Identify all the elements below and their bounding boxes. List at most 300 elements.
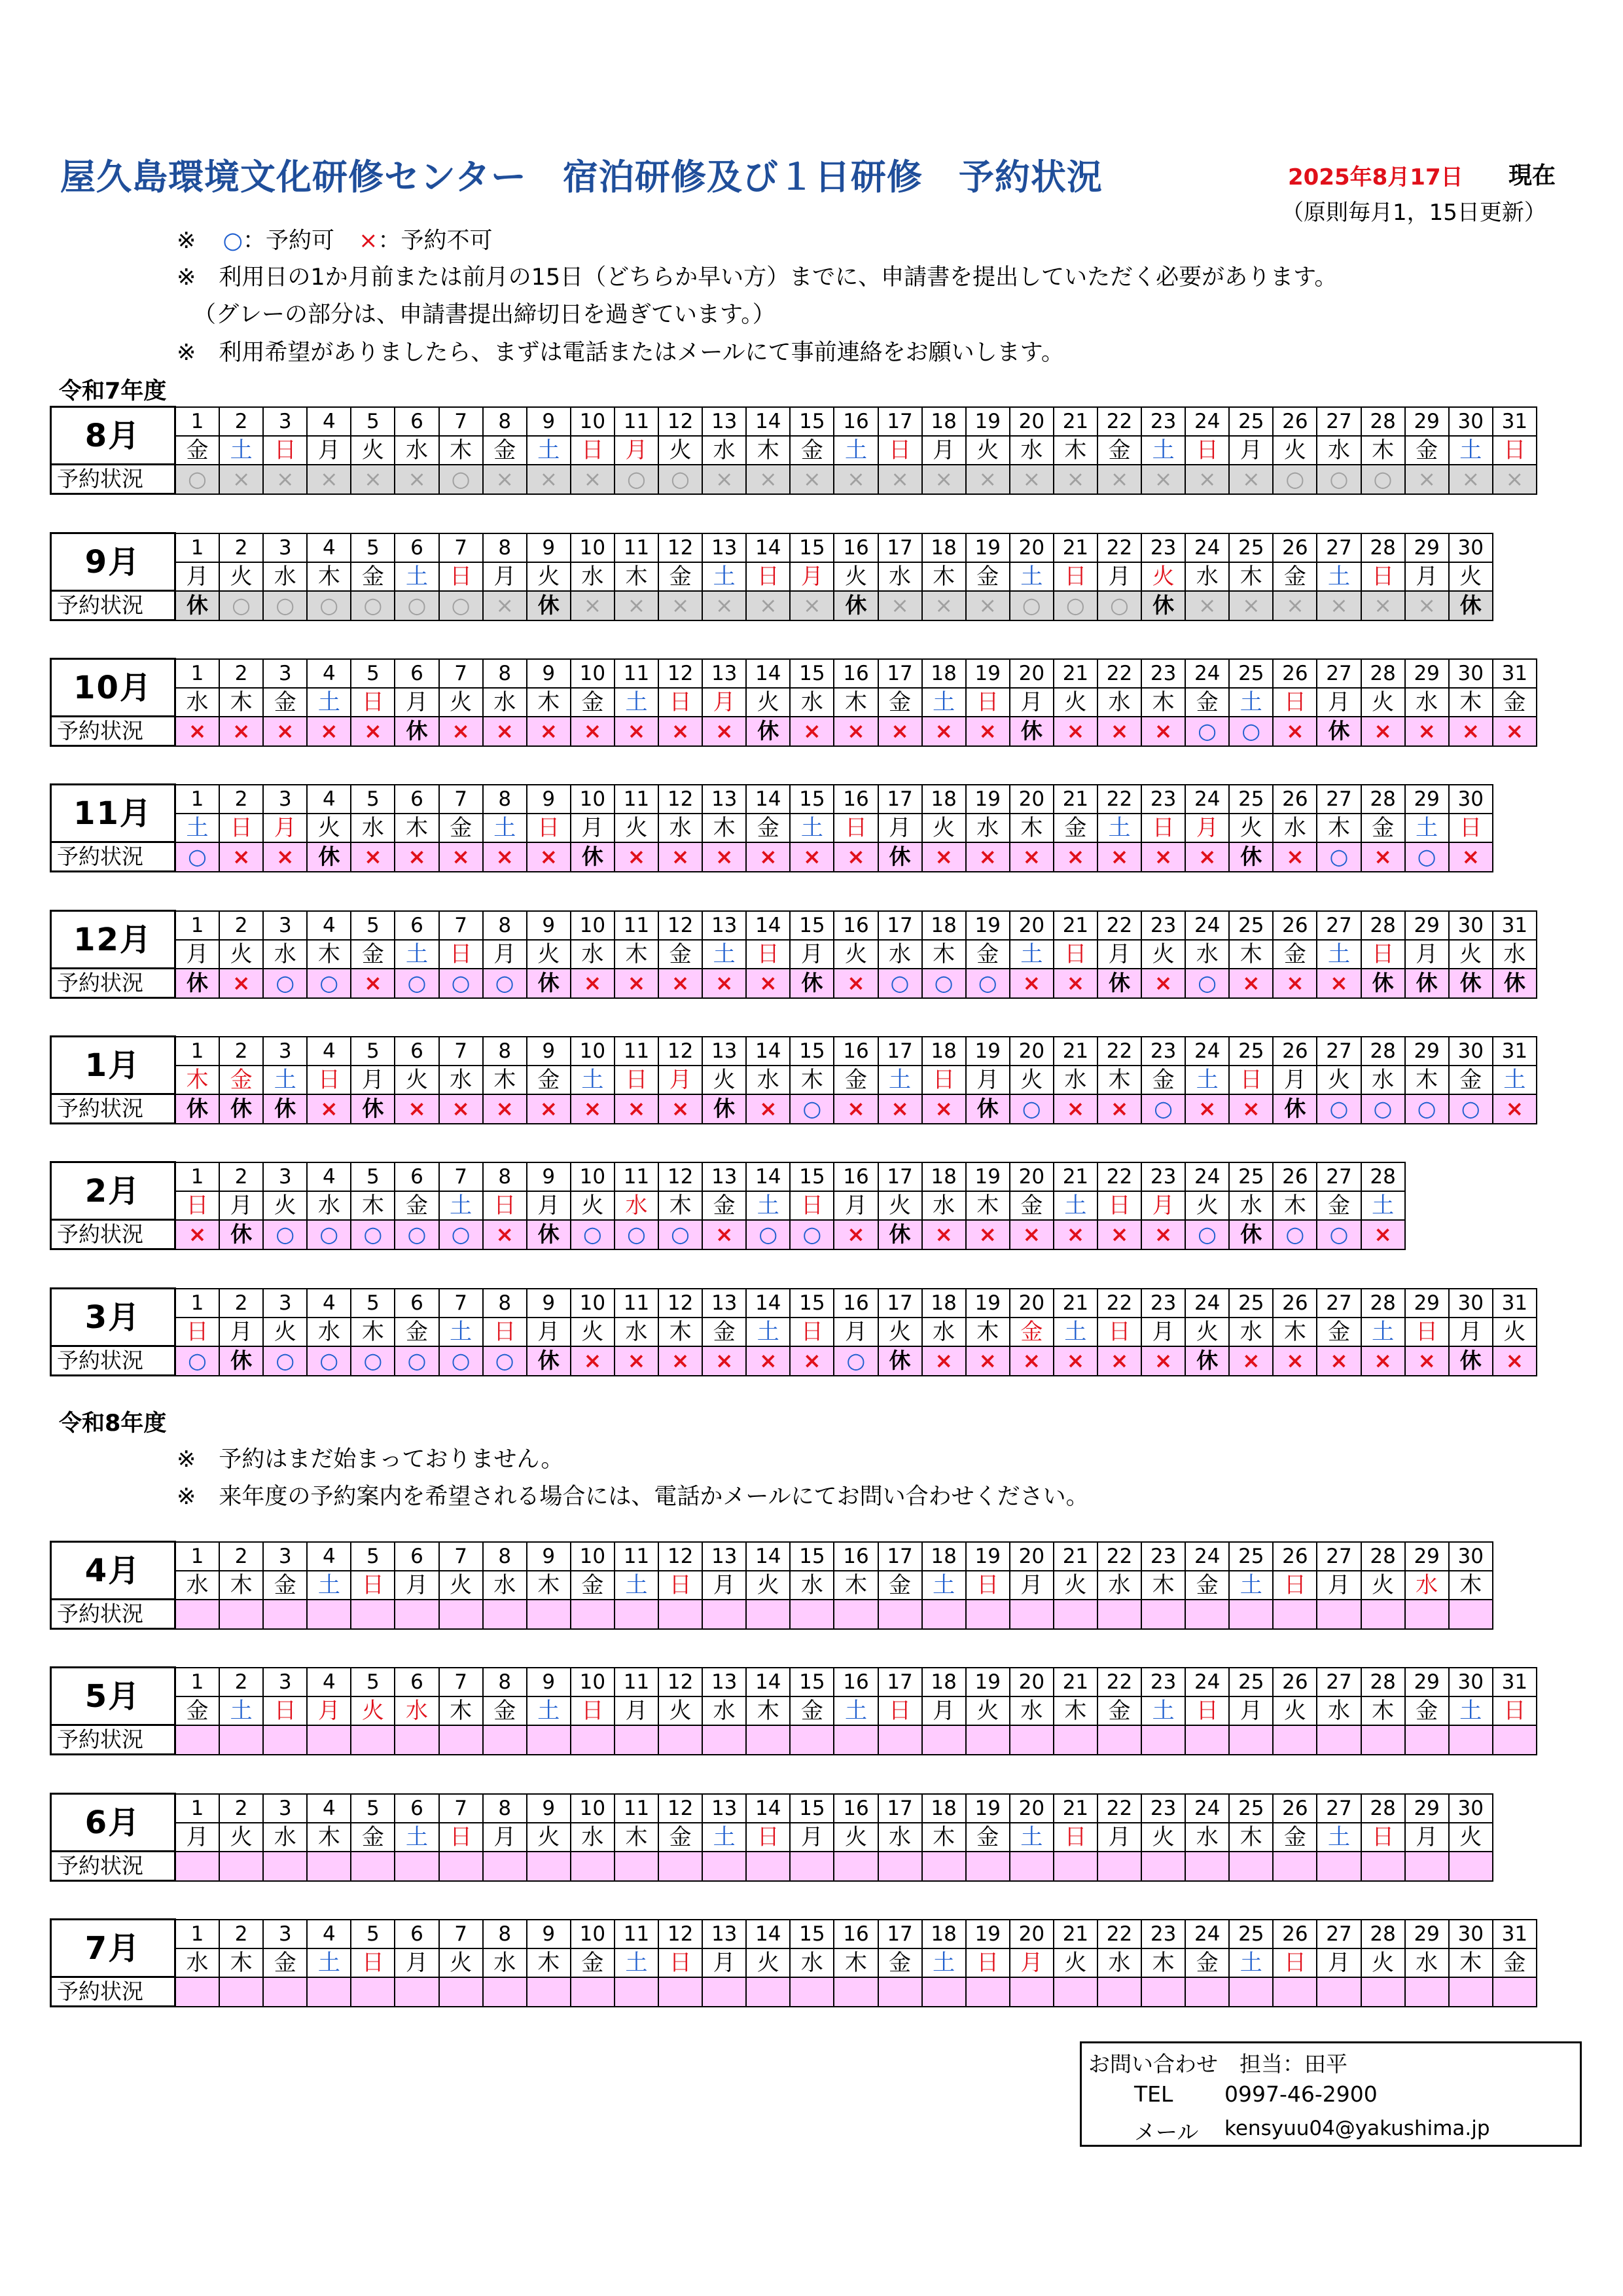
day-number: 9 [527,1794,571,1823]
deadline-note: ※ 利用日の1か月前または前月の15日（どちらか早い方）までに、申請書を提出していただく必要があります。 [177,264,1338,291]
day-number: 28 [1361,911,1405,940]
weekday: 木 [658,1318,702,1346]
weekday: 日 [263,436,307,465]
day-number: 24 [1185,1668,1229,1696]
weekday: 土 [1010,562,1054,591]
day-status: ○ [351,591,395,620]
day-number: 29 [1405,1037,1449,1066]
day-status: × [1010,842,1054,872]
day-status: 休 [527,1346,571,1376]
day-number: 18 [922,533,966,562]
weekday: 月 [834,1191,878,1220]
day-number: 15 [790,1162,834,1191]
weekday: 木 [483,1066,527,1094]
day-status [219,1852,263,1881]
day-number: 21 [1054,1668,1097,1696]
weekday: 木 [1449,688,1493,717]
day-status: × [790,591,834,620]
day-status [527,1725,571,1755]
weekday: 金 [702,1318,746,1346]
day-status: ○ [307,591,351,620]
day-number: 5 [351,1162,395,1191]
day-status: × [1229,969,1273,998]
day-number: 17 [878,1794,922,1823]
day-number: 11 [615,407,658,436]
weekday: 金 [1010,1318,1054,1346]
weekday: 日 [1273,1571,1317,1600]
day-number: 14 [746,1162,790,1191]
day-status: × [1054,1094,1097,1124]
month-calendar-12 [50,1918,1537,2007]
day-status [1141,1852,1185,1881]
weekday: 月 [615,436,658,465]
weekday: 月 [483,562,527,591]
weekday: 金 [1054,814,1097,842]
day-number: 11 [615,1037,658,1066]
day-number: 22 [1097,1542,1141,1571]
weekday: 水 [1054,1066,1097,1094]
weekday: 日 [1185,436,1229,465]
day-number: 8 [483,785,527,814]
day-status: ○ [1097,591,1141,620]
day-status: × [615,969,658,998]
day-number: 3 [263,533,307,562]
day-status: × [571,1094,615,1124]
weekday: 土 [922,1571,966,1600]
update-date: 2025年8月17日 [1288,164,1463,190]
weekday: 日 [746,562,790,591]
day-status: ○ [1449,1094,1493,1124]
weekday: 火 [834,940,878,969]
day-status: × [878,1094,922,1124]
weekday: 月 [702,1571,746,1600]
day-number: 12 [658,785,702,814]
day-number: 11 [615,1668,658,1696]
day-number: 14 [746,659,790,688]
day-number: 17 [878,533,922,562]
weekday: 金 [1405,1696,1449,1725]
weekday: 月 [1273,1066,1317,1094]
weekday: 月 [878,814,922,842]
day-status: × [615,1094,658,1124]
day-status: × [1010,1220,1054,1249]
day-status: × [1141,1220,1185,1249]
weekday: 土 [395,940,438,969]
weekday: 金 [483,436,527,465]
day-number: 5 [351,1542,395,1571]
weekday: 日 [1097,1318,1141,1346]
day-number: 22 [1097,659,1141,688]
day-status: ○ [307,1346,351,1376]
weekday: 日 [439,940,483,969]
day-status: × [1141,465,1185,494]
weekday: 水 [1185,940,1229,969]
weekday: 水 [571,1823,615,1852]
day-number: 18 [922,1542,966,1571]
day-status: × [878,591,922,620]
day-status: × [1361,717,1405,746]
day-number: 27 [1317,533,1361,562]
day-number: 27 [1317,911,1361,940]
month-name: 1月 [51,1037,175,1094]
weekday: 金 [966,940,1010,969]
weekday: 金 [1097,436,1141,465]
day-status: × [1010,465,1054,494]
day-number: 31 [1493,1037,1537,1066]
weekday: 水 [1273,814,1317,842]
weekday: 水 [702,436,746,465]
day-status [571,1725,615,1755]
day-number: 19 [966,533,1010,562]
r8-note-inquiry: ※ 来年度の予約案内を希望される場合には、電話かメールにてお問い合わせください。 [177,1484,1089,1510]
weekday: 火 [1229,814,1273,842]
day-number: 8 [483,1037,527,1066]
day-number: 6 [395,407,438,436]
day-number: 11 [615,1289,658,1318]
day-number: 22 [1097,1668,1141,1696]
weekday: 月 [1010,688,1054,717]
weekday: 水 [878,1823,922,1852]
weekday: 水 [1010,436,1054,465]
day-status: ○ [1185,717,1229,746]
month-calendar-5 [50,910,1537,999]
weekday: 土 [219,1696,263,1725]
weekday: 月 [175,1823,220,1852]
day-number: 15 [790,659,834,688]
status-label: 予約状況 [51,1220,175,1249]
weekday: 木 [1141,688,1185,717]
day-number: 16 [834,1542,878,1571]
day-number: 29 [1405,1920,1449,1948]
weekday: 日 [1361,940,1405,969]
weekday: 土 [1361,1191,1405,1220]
day-number: 24 [1185,533,1229,562]
day-status: × [834,1220,878,1249]
day-status: × [395,842,438,872]
day-status: ○ [307,969,351,998]
month-name: 9月 [51,533,175,591]
day-number: 31 [1493,1289,1537,1318]
day-number: 7 [439,1037,483,1066]
day-number: 20 [1010,659,1054,688]
day-number: 19 [966,1542,1010,1571]
day-status: 休 [395,717,438,746]
day-status: × [571,717,615,746]
day-status: ○ [1361,1094,1405,1124]
weekday: 日 [351,1571,395,1600]
weekday: 木 [1229,562,1273,591]
weekday: 火 [1141,1823,1185,1852]
day-number: 31 [1493,659,1537,688]
day-number: 10 [571,1289,615,1318]
weekday: 木 [615,940,658,969]
day-status [351,1852,395,1881]
day-status [702,1600,746,1629]
day-number: 23 [1141,1668,1185,1696]
day-number: 9 [527,1920,571,1948]
weekday: 木 [702,814,746,842]
day-status: × [1229,1346,1273,1376]
day-status: × [746,1346,790,1376]
day-status: × [1097,842,1141,872]
weekday: 月 [571,814,615,842]
weekday: 月 [351,1066,395,1094]
weekday: 火 [1361,1948,1405,1977]
day-number: 24 [1185,1794,1229,1823]
day-number: 5 [351,1794,395,1823]
weekday: 火 [746,1571,790,1600]
day-status [571,1977,615,2007]
weekday: 土 [307,688,351,717]
day-number: 7 [439,407,483,436]
day-status: × [527,717,571,746]
day-number: 21 [1054,1162,1097,1191]
weekday: 金 [658,1823,702,1852]
weekday: 火 [351,436,395,465]
weekday: 木 [307,562,351,591]
day-status: ○ [922,969,966,998]
weekday: 金 [834,1066,878,1094]
day-number: 31 [1493,911,1537,940]
day-status: ○ [439,969,483,998]
weekday: 土 [307,1948,351,1977]
day-status: × [175,717,220,746]
day-status: ○ [1185,969,1229,998]
day-status: × [834,465,878,494]
day-number: 10 [571,533,615,562]
day-status: × [1449,717,1493,746]
day-status: 休 [527,591,571,620]
day-status: × [395,465,438,494]
day-status: ○ [790,1220,834,1249]
day-number: 24 [1185,911,1229,940]
month-name: 7月 [51,1920,175,1977]
day-number: 20 [1010,785,1054,814]
weekday: 火 [1449,1823,1493,1852]
weekday: 木 [1317,814,1361,842]
day-number: 20 [1010,911,1054,940]
day-number: 27 [1317,1162,1361,1191]
weekday: 土 [790,814,834,842]
day-status [263,1600,307,1629]
weekday: 日 [790,1191,834,1220]
day-number: 1 [175,1920,220,1948]
weekday: 水 [615,1191,658,1220]
weekday: 金 [175,436,220,465]
day-number: 8 [483,533,527,562]
day-status [307,1977,351,2007]
day-status [483,1725,527,1755]
day-status: ○ [483,969,527,998]
weekday: 金 [1317,1318,1361,1346]
day-number: 15 [790,1037,834,1066]
day-number: 5 [351,1037,395,1066]
day-number: 25 [1229,1037,1273,1066]
day-number: 4 [307,659,351,688]
weekday: 火 [527,1823,571,1852]
day-status: × [439,1094,483,1124]
day-number: 6 [395,1289,438,1318]
weekday: 月 [790,1823,834,1852]
day-number: 7 [439,1920,483,1948]
day-number: 1 [175,1794,220,1823]
weekday: 木 [615,562,658,591]
day-status [1097,1852,1141,1881]
day-status: × [746,1094,790,1124]
weekday: 月 [1405,940,1449,969]
day-number: 5 [351,1289,395,1318]
weekday: 日 [1493,1696,1537,1725]
day-number: 6 [395,1542,438,1571]
day-number: 9 [527,1037,571,1066]
weekday: 金 [1273,940,1317,969]
tel-label: TEL [1134,2081,1173,2107]
day-number: 26 [1273,1920,1317,1948]
day-number: 28 [1361,1920,1405,1948]
status-label: 予約状況 [51,1094,175,1124]
weekday: 土 [439,1191,483,1220]
day-number: 23 [1141,1037,1185,1066]
day-number: 30 [1449,1668,1493,1696]
day-number: 15 [790,533,834,562]
day-status: ○ [1317,1094,1361,1124]
weekday: 木 [1229,1823,1273,1852]
weekday: 月 [483,940,527,969]
day-status: ○ [263,1346,307,1376]
weekday: 木 [1141,1948,1185,1977]
day-number: 12 [658,1920,702,1948]
weekday: 火 [439,1571,483,1600]
weekday: 水 [439,1066,483,1094]
day-status: × [878,717,922,746]
day-status [834,1977,878,2007]
day-number: 22 [1097,1289,1141,1318]
day-status [263,1852,307,1881]
day-number: 17 [878,1920,922,1948]
weekday: 火 [395,1066,438,1094]
day-number: 2 [219,533,263,562]
day-number: 10 [571,911,615,940]
day-status [1361,1852,1405,1881]
day-number: 5 [351,1920,395,1948]
weekday: 水 [922,1191,966,1220]
day-number: 25 [1229,785,1273,814]
day-number: 4 [307,1289,351,1318]
day-number: 11 [615,1794,658,1823]
day-number: 19 [966,1794,1010,1823]
day-status: 休 [1317,717,1361,746]
day-status: ○ [395,591,438,620]
weekday: 金 [527,1066,571,1094]
month-calendar-10 [50,1666,1537,1755]
weekday: 火 [1361,688,1405,717]
day-number: 6 [395,1668,438,1696]
status-label: 予約状況 [51,1852,175,1881]
day-status [615,1725,658,1755]
weekday: 日 [966,688,1010,717]
day-status: 休 [1361,969,1405,998]
day-number: 24 [1185,1037,1229,1066]
weekday: 火 [527,562,571,591]
day-status: × [1141,717,1185,746]
day-status [219,1977,263,2007]
day-status: 休 [219,1346,263,1376]
day-number: 2 [219,1920,263,1948]
day-status: 休 [1493,969,1537,998]
day-status: × [483,1094,527,1124]
weekday: 金 [1273,562,1317,591]
day-number: 14 [746,911,790,940]
day-number: 24 [1185,785,1229,814]
day-status: × [307,1094,351,1124]
day-status: 休 [571,842,615,872]
weekday: 金 [966,562,1010,591]
weekday: 木 [790,1066,834,1094]
day-status: × [702,1220,746,1249]
day-status [1141,1977,1185,2007]
day-status: ○ [746,1220,790,1249]
day-status: × [307,717,351,746]
weekday: 水 [702,1696,746,1725]
month-name: 10月 [51,659,175,717]
weekday: 日 [790,1318,834,1346]
day-number: 3 [263,407,307,436]
day-number: 17 [878,407,922,436]
day-status: × [1141,969,1185,998]
day-number: 1 [175,533,220,562]
day-status: 休 [790,969,834,998]
day-number: 7 [439,911,483,940]
day-number: 6 [395,659,438,688]
day-status: 休 [1229,842,1273,872]
weekday: 水 [307,1191,351,1220]
day-number: 21 [1054,785,1097,814]
weekday: 土 [746,1191,790,1220]
weekday: 日 [922,1066,966,1094]
day-status [439,1600,483,1629]
day-number: 16 [834,1668,878,1696]
contact-box [1080,2041,1582,2147]
day-status: × [395,1094,438,1124]
day-number: 3 [263,659,307,688]
day-number: 12 [658,1162,702,1191]
day-status [746,1977,790,2007]
day-status [307,1600,351,1629]
weekday: 日 [1185,1696,1229,1725]
day-status: 休 [1449,969,1493,998]
day-status: × [834,1094,878,1124]
day-number: 29 [1405,533,1449,562]
weekday: 水 [878,562,922,591]
day-number: 28 [1361,533,1405,562]
day-status: 休 [263,1094,307,1124]
weekday: 火 [571,1191,615,1220]
weekday: 木 [615,1823,658,1852]
day-number: 4 [307,911,351,940]
weekday: 火 [351,1696,395,1725]
day-number: 22 [1097,785,1141,814]
day-number: 15 [790,407,834,436]
day-number: 23 [1141,1289,1185,1318]
weekday: 木 [1054,1696,1097,1725]
day-number: 8 [483,659,527,688]
day-status: × [702,842,746,872]
day-status: × [702,591,746,620]
day-status: ○ [1229,717,1273,746]
day-number: 21 [1054,1542,1097,1571]
weekday: 木 [1010,814,1054,842]
day-number: 6 [395,1794,438,1823]
